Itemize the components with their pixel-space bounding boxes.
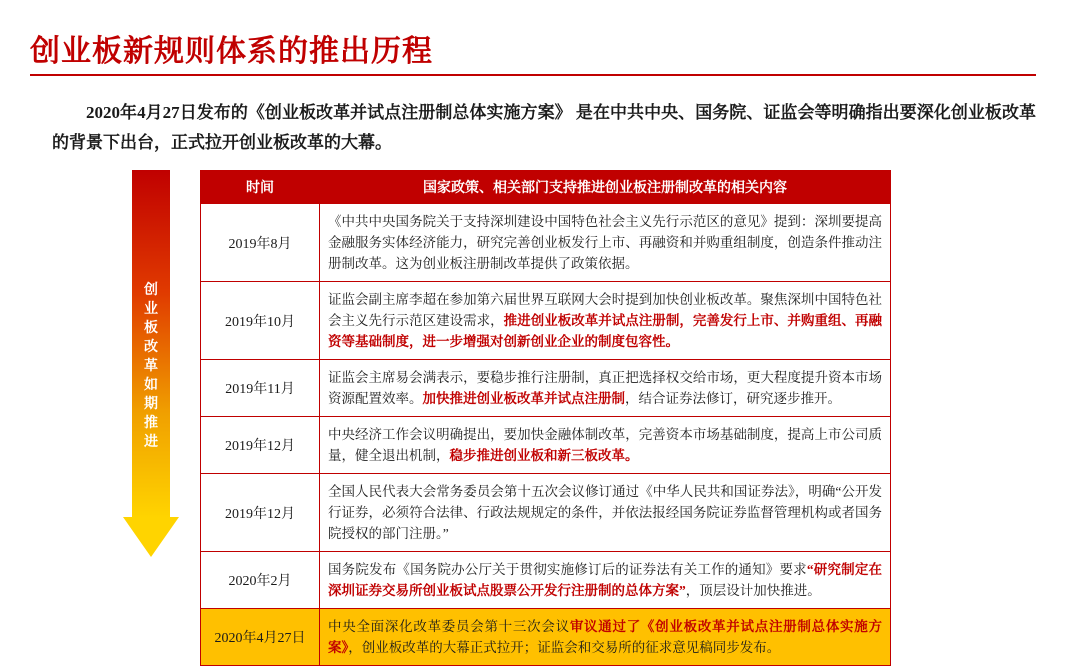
column-header-time: 时间 bbox=[201, 171, 320, 204]
plain-text: ，顶层设计加快推进。 bbox=[685, 583, 821, 598]
plain-text: 证监会副主席李超在参加第六届世界互联网大会时提到加快创业板改革。聚焦深圳中国特色社会主义先行示范区建设需求， bbox=[328, 292, 882, 328]
table-row bbox=[201, 282, 891, 360]
table-row bbox=[201, 609, 891, 666]
row-time: 2019年8月 bbox=[201, 204, 320, 282]
plain-text: 国务院发布《国务院办公厅关于贯彻实施修订后的证券法有关工作的通知》要求 bbox=[328, 562, 807, 577]
plain-text: 全国人民代表大会常务委员会第十五次会议修订通过《中华人民共和国证券法》，明确“公开发行证券，必须符合法律、行政法规规定的条件，并依法报经国务院证券监督管理机构或者国务院授权的部门注册。” bbox=[328, 484, 882, 541]
row-content bbox=[320, 360, 891, 417]
row-time: 2019年10月 bbox=[201, 282, 320, 360]
row-content bbox=[320, 204, 891, 282]
highlighted-text: 加快推进创业板改革并试点注册制 bbox=[422, 391, 625, 406]
highlighted-text: “研究制定在深圳证券交易所创业板试点股票公开发行注册制的总体方案” bbox=[328, 562, 883, 598]
plain-text: 《中共中央国务院关于支持深圳建设中国特色社会主义先行示范区的意见》提到：深圳要提高金融服务实体经济能力，研究完善创业板发行上市、再融资和并购重组制度，创造条件推动注册制改革。这为创业板注册制改革提供了政策依据。 bbox=[328, 214, 882, 271]
row-time: 2019年12月 bbox=[201, 417, 320, 474]
row-time: 2019年11月 bbox=[201, 360, 320, 417]
arrow-head-icon bbox=[123, 517, 179, 557]
table-header-row bbox=[201, 171, 891, 204]
table-row bbox=[201, 360, 891, 417]
highlighted-text: 稳步推进创业板和新三板改革。 bbox=[449, 448, 639, 463]
plain-text: ，创业板改革的大幕正式拉开；证监会和交易所的征求意见稿同步发布。 bbox=[348, 640, 781, 655]
row-time: 2020年2月 bbox=[201, 552, 320, 609]
row-time: 2020年4月27日 bbox=[201, 609, 320, 666]
arrow-label: 创 业 板 改 革 如 期 推 进 bbox=[144, 281, 158, 449]
highlighted-text: 审议通过了《创业板改革并试点注册制总体实施方案》 bbox=[328, 619, 883, 655]
plain-text: 中央全面深化改革委员会第十三次会议 bbox=[328, 619, 570, 634]
table-row bbox=[201, 474, 891, 552]
row-content bbox=[320, 417, 891, 474]
timeline-table bbox=[200, 170, 891, 666]
row-time: 2019年12月 bbox=[201, 474, 320, 552]
plain-text: ，结合证券法修订，研究逐步推开。 bbox=[625, 391, 841, 406]
table-body bbox=[201, 204, 891, 666]
title-divider bbox=[30, 74, 1036, 76]
column-header-content: 国家政策、相关部门支持推进创业板注册制改革的相关内容 bbox=[320, 171, 891, 204]
plain-text: 中央经济工作会议明确提出，要加快金融体制改革，完善资本市场基础制度，提高上市公司质量，健全退出机制， bbox=[328, 427, 882, 463]
row-content bbox=[320, 282, 891, 360]
plain-text: 证监会主席易会满表示，要稳步推行注册制，真正把选择权交给市场，更大程度提升资本市场资源配置效率。 bbox=[328, 370, 882, 406]
page-title: 创业板新规则体系的推出历程 bbox=[30, 35, 433, 68]
timeline-table-wrapper bbox=[200, 170, 883, 666]
table-row bbox=[201, 204, 891, 282]
table-row bbox=[201, 417, 891, 474]
highlighted-text: 推进创业板改革并试点注册制，完善发行上市、并购重组、再融资等基础制度，进一步增强对创新创业企业的制度包容性。 bbox=[328, 313, 883, 349]
progress-arrow bbox=[132, 170, 170, 558]
intro-paragraph: 2020年4月27日发布的《创业板改革并试点注册制总体实施方案》 是在中共中央、国务院、证监会等明确指出要深化创业板改革的背景下出台，正式拉开创业板改革的大幕。 bbox=[52, 103, 1036, 152]
table-header bbox=[201, 171, 891, 204]
row-content bbox=[320, 609, 891, 666]
row-content bbox=[320, 474, 891, 552]
